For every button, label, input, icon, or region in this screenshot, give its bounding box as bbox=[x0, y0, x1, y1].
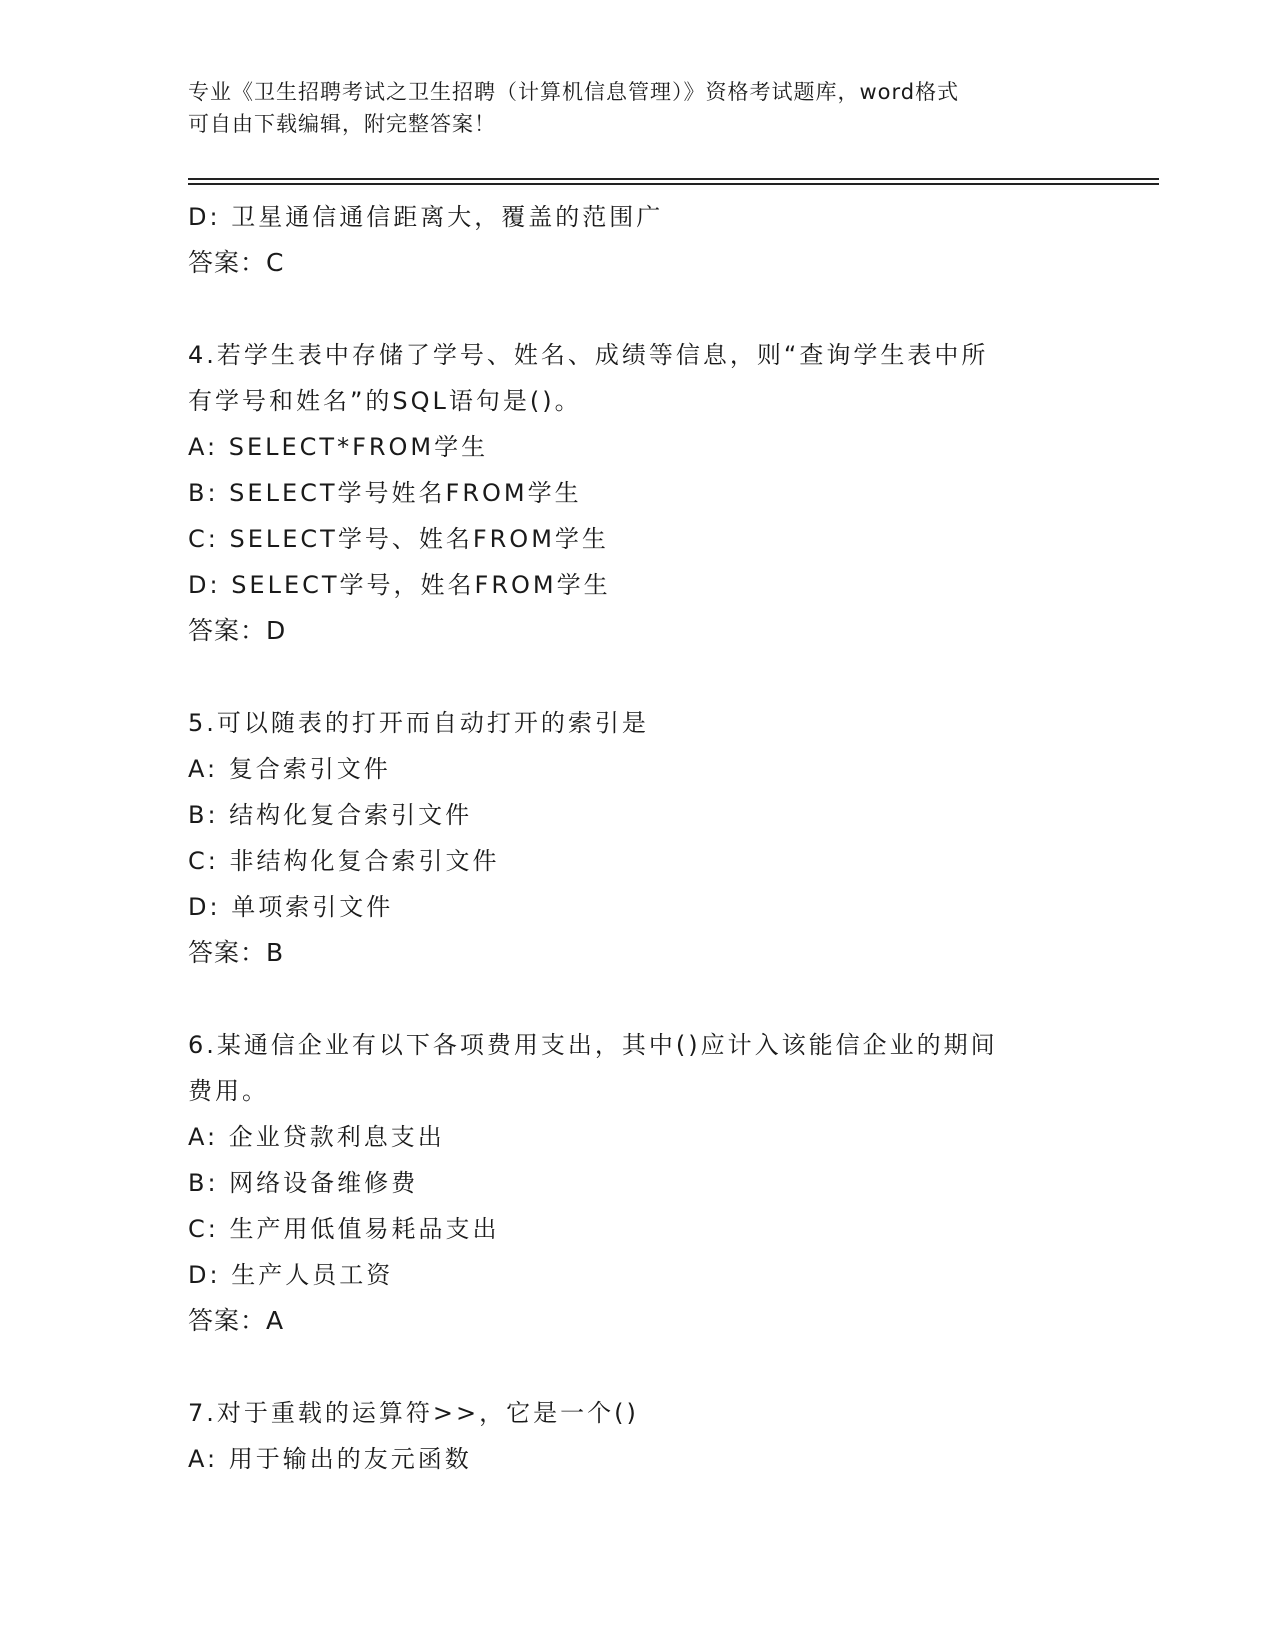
option-a: A: 用于输出的友元函数 bbox=[188, 1445, 472, 1473]
answer-line: 答案：C bbox=[188, 248, 285, 277]
answer-line: 答案：A bbox=[188, 1306, 285, 1335]
option-d: D: 卫星通信通信距离大，覆盖的范围广 bbox=[188, 203, 664, 231]
spacer bbox=[188, 1344, 1088, 1390]
option-a: A: 企业贷款利息支出 bbox=[188, 1123, 445, 1151]
option-a: A: SELECT*FROM学生 bbox=[188, 433, 489, 461]
option-d: D: 生产人员工资 bbox=[188, 1261, 394, 1289]
option-b: B: 网络设备维修费 bbox=[188, 1169, 419, 1197]
option-a: A: 复合索引文件 bbox=[188, 755, 391, 783]
option-b: B: SELECT学号姓名FROM学生 bbox=[188, 479, 582, 507]
option-c: C: SELECT学号、姓名FROM学生 bbox=[188, 525, 609, 553]
question-list bbox=[188, 194, 1088, 1482]
question-stem-continued: 费用。 bbox=[188, 1077, 269, 1105]
question-4 bbox=[188, 332, 1088, 654]
question-stem: 6.某通信企业有以下各项费用支出，其中()应计入该能信企业的期间 bbox=[188, 1031, 998, 1059]
question-stem-continued: 有学号和姓名”的SQL语句是()。 bbox=[188, 387, 582, 415]
header-line-2: 可自由下载编辑，附完整答案！ bbox=[188, 112, 496, 136]
header-divider-top bbox=[188, 178, 1159, 180]
header-line-1: 专业《卫生招聘考试之卫生招聘（计算机信息管理）》资格考试题库，word格式 bbox=[188, 80, 960, 104]
spacer bbox=[188, 654, 1088, 700]
question-stem: 7.对于重载的运算符>>，它是一个() bbox=[188, 1399, 639, 1427]
question-3-tail bbox=[188, 194, 1088, 286]
spacer bbox=[188, 976, 1088, 1022]
option-d: D: SELECT学号，姓名FROM学生 bbox=[188, 571, 611, 599]
answer-line: 答案：D bbox=[188, 616, 287, 645]
option-c: C: 非结构化复合索引文件 bbox=[188, 847, 500, 875]
question-6 bbox=[188, 1022, 1088, 1344]
question-stem: 5.可以随表的打开而自动打开的索引是 bbox=[188, 709, 649, 737]
question-5 bbox=[188, 700, 1088, 976]
spacer bbox=[188, 286, 1088, 332]
question-7 bbox=[188, 1390, 1088, 1482]
option-d: D: 单项索引文件 bbox=[188, 893, 394, 921]
question-stem: 4.若学生表中存储了学号、姓名、成绩等信息，则“查询学生表中所 bbox=[188, 341, 989, 369]
option-b: B: 结构化复合索引文件 bbox=[188, 801, 473, 829]
document-header bbox=[188, 76, 1088, 140]
header-divider-bottom bbox=[188, 183, 1159, 185]
answer-line: 答案：B bbox=[188, 938, 285, 967]
option-c: C: 生产用低值易耗品支出 bbox=[188, 1215, 500, 1243]
